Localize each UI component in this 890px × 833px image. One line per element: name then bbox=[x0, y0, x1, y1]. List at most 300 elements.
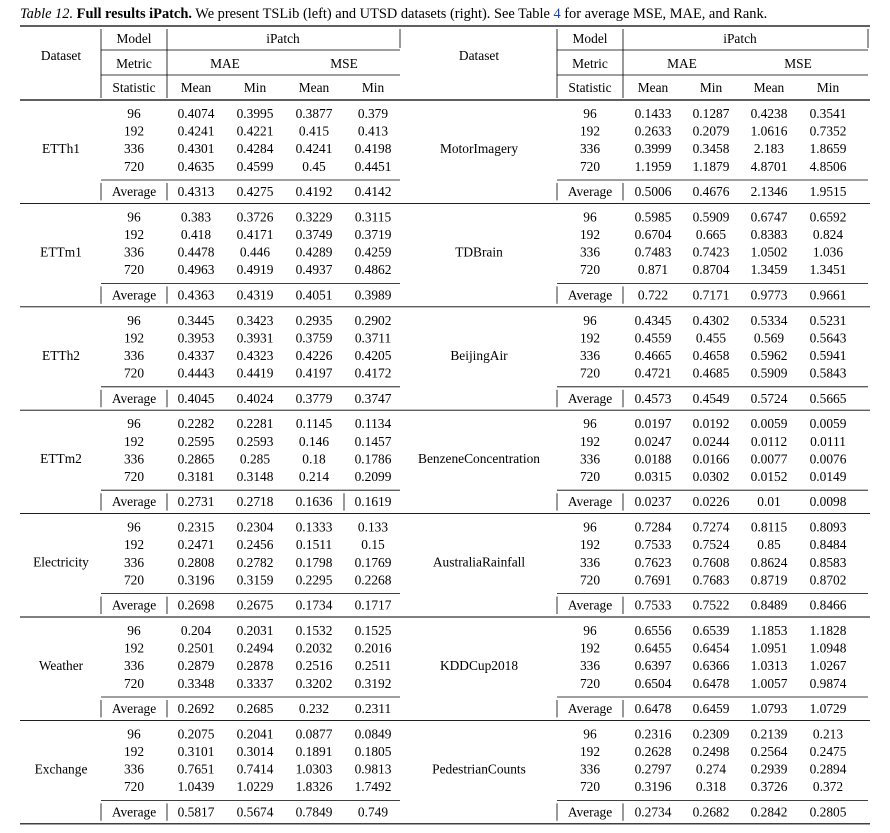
value-cell: 0.3115 bbox=[354, 209, 392, 225]
value-cell: 0.871 bbox=[637, 262, 669, 278]
value-cell: 0.3931 bbox=[236, 330, 274, 346]
value-cell: 0.2879 bbox=[177, 658, 215, 674]
value-cell: 0.418 bbox=[180, 227, 212, 242]
average-value: 0.3989 bbox=[354, 287, 392, 303]
metric-header: Metric bbox=[572, 56, 608, 71]
horizon-label: 720 bbox=[123, 158, 145, 174]
value-cell: 0.0192 bbox=[692, 416, 730, 432]
horizon-label: 720 bbox=[579, 469, 601, 484]
value-cell: 0.5643 bbox=[809, 330, 847, 346]
average-value: 0.5674 bbox=[236, 804, 274, 820]
value-cell: 1.0229 bbox=[236, 779, 274, 795]
average-value: 0.2698 bbox=[177, 597, 215, 613]
value-cell: 0.4337 bbox=[177, 348, 215, 363]
average-value: 0.4549 bbox=[692, 390, 730, 406]
value-cell: 0.4685 bbox=[692, 365, 730, 381]
value-cell: 0.4963 bbox=[177, 262, 215, 278]
value-cell: 0.4221 bbox=[236, 123, 274, 139]
horizon-label: 336 bbox=[123, 451, 145, 467]
value-cell: 0.4238 bbox=[750, 106, 788, 121]
value-cell: 1.0948 bbox=[809, 640, 847, 656]
value-cell: 0.0149 bbox=[809, 469, 847, 484]
horizon-label: 720 bbox=[123, 779, 145, 795]
value-cell: 0.4171 bbox=[236, 227, 274, 242]
table-reference-link[interactable]: 4 bbox=[553, 6, 561, 22]
horizon-label: 336 bbox=[579, 244, 601, 260]
average-label: Average bbox=[567, 597, 613, 613]
average-value: 0.4313 bbox=[177, 184, 215, 199]
value-cell: 0.2628 bbox=[634, 744, 672, 759]
value-cell: 1.0616 bbox=[750, 123, 788, 139]
value-cell: 1.8659 bbox=[809, 141, 847, 157]
average-value: 0.2734 bbox=[634, 804, 672, 820]
metric-header: Metric bbox=[116, 56, 152, 71]
value-cell: 0.5962 bbox=[750, 348, 788, 363]
dataset-name: TDBrain bbox=[455, 244, 503, 260]
value-cell: 0.1145 bbox=[295, 416, 333, 432]
horizon-label: 336 bbox=[123, 244, 145, 260]
mse-header: MSE bbox=[330, 56, 358, 71]
average-label: Average bbox=[567, 701, 613, 716]
average-value: 0.4275 bbox=[236, 184, 274, 199]
value-cell: 0.146 bbox=[298, 433, 330, 449]
value-cell: 0.6592 bbox=[809, 209, 847, 225]
value-cell: 0.2281 bbox=[236, 416, 274, 432]
value-cell: 0.3726 bbox=[750, 779, 788, 795]
value-cell: 0.2031 bbox=[236, 623, 274, 638]
average-value: 0.1734 bbox=[295, 597, 333, 613]
horizon-label: 336 bbox=[123, 141, 145, 157]
value-cell: 0.2041 bbox=[236, 726, 274, 742]
horizon-label: 336 bbox=[123, 554, 145, 570]
horizon-label: 96 bbox=[127, 519, 141, 535]
horizon-label: 96 bbox=[583, 623, 597, 638]
value-cell: 0.4284 bbox=[236, 141, 274, 157]
value-cell: 0.0244 bbox=[692, 433, 730, 449]
average-value: 0.232 bbox=[298, 701, 330, 716]
value-cell: 0.8383 bbox=[750, 227, 788, 242]
average-value: 0.5006 bbox=[634, 184, 672, 199]
horizon-label: 720 bbox=[123, 675, 145, 691]
value-cell: 0.2099 bbox=[354, 469, 392, 484]
value-cell: 2.183 bbox=[753, 141, 785, 157]
value-cell: 0.8115 bbox=[750, 519, 788, 535]
value-cell: 1.1959 bbox=[634, 158, 672, 174]
value-cell: 0.15 bbox=[361, 537, 385, 553]
value-cell: 0.2501 bbox=[177, 640, 215, 656]
average-value: 0.0226 bbox=[692, 494, 730, 510]
horizon-label: 96 bbox=[583, 519, 597, 535]
horizon-label: 96 bbox=[127, 416, 141, 432]
average-value: 0.4051 bbox=[295, 287, 333, 303]
value-cell: 0.4721 bbox=[634, 365, 672, 381]
value-cell: 0.214 bbox=[298, 469, 330, 484]
value-cell: 0.4635 bbox=[177, 158, 215, 174]
value-cell: 0.3749 bbox=[295, 227, 333, 242]
value-cell: 0.7608 bbox=[692, 554, 730, 570]
value-cell: 0.6397 bbox=[634, 658, 672, 674]
value-cell: 0.0152 bbox=[750, 469, 788, 484]
value-cell: 0.2902 bbox=[354, 312, 392, 328]
value-cell: 0.4301 bbox=[177, 141, 215, 157]
value-cell: 0.3719 bbox=[354, 227, 392, 242]
value-cell: 0.4197 bbox=[295, 365, 333, 381]
horizon-label: 336 bbox=[579, 451, 601, 467]
dataset-name: BenzeneConcentration bbox=[418, 451, 540, 467]
value-cell: 0.204 bbox=[180, 623, 212, 638]
dataset-name: MotorImagery bbox=[439, 141, 519, 156]
value-cell: 0.2498 bbox=[692, 744, 730, 759]
model-header: Model bbox=[116, 31, 152, 46]
value-cell: 0.3445 bbox=[177, 312, 215, 328]
value-cell: 0.6478 bbox=[692, 675, 730, 691]
value-cell: 0.2079 bbox=[692, 123, 730, 139]
average-value: 0.2718 bbox=[236, 494, 274, 510]
value-cell: 0.2939 bbox=[750, 761, 788, 777]
dataset-name: ETTm1 bbox=[40, 244, 82, 260]
value-cell: 0.85 bbox=[757, 537, 781, 553]
average-label: Average bbox=[111, 287, 157, 303]
value-cell: 0.8624 bbox=[750, 554, 788, 570]
value-cell: 1.3459 bbox=[750, 262, 788, 278]
value-cell: 0.1769 bbox=[354, 554, 392, 570]
value-cell: 0.4478 bbox=[177, 244, 215, 260]
mean-header: Mean bbox=[298, 80, 330, 95]
value-cell: 0.8583 bbox=[809, 554, 847, 570]
horizon-label: 720 bbox=[579, 572, 601, 588]
value-cell: 0.5909 bbox=[692, 209, 730, 225]
horizon-label: 720 bbox=[123, 469, 145, 484]
value-cell: 0.1891 bbox=[295, 744, 333, 759]
value-cell: 0.3202 bbox=[295, 675, 333, 691]
value-cell: 0.7524 bbox=[692, 537, 730, 553]
average-value: 0.2731 bbox=[177, 494, 215, 510]
value-cell: 0.3229 bbox=[295, 209, 333, 225]
min-header: Min bbox=[243, 80, 267, 95]
horizon-label: 96 bbox=[583, 726, 597, 742]
value-cell: 0.7284 bbox=[634, 519, 672, 535]
value-cell: 0.7414 bbox=[236, 761, 274, 777]
value-cell: 0.3348 bbox=[177, 675, 215, 691]
value-cell: 0.569 bbox=[753, 330, 785, 346]
value-cell: 0.0059 bbox=[750, 416, 788, 432]
horizon-label: 192 bbox=[123, 123, 145, 139]
value-cell: 0.0849 bbox=[354, 726, 392, 742]
average-label: Average bbox=[567, 287, 613, 303]
horizon-label: 192 bbox=[579, 227, 601, 242]
horizon-label: 192 bbox=[123, 330, 145, 346]
dataset-name: ETTh2 bbox=[42, 347, 80, 363]
value-cell: 0.3999 bbox=[634, 141, 672, 157]
value-cell: 1.0267 bbox=[809, 658, 847, 674]
dataset-name: ETTh1 bbox=[42, 141, 80, 156]
value-cell: 0.4919 bbox=[236, 262, 274, 278]
statistic-header: Statistic bbox=[112, 80, 156, 95]
value-cell: 0.1134 bbox=[354, 416, 392, 432]
value-cell: 0.2516 bbox=[295, 658, 333, 674]
value-cell: 0.8719 bbox=[750, 572, 788, 588]
dataset-name: PedestrianCounts bbox=[432, 761, 526, 777]
horizon-label: 336 bbox=[579, 348, 601, 363]
value-cell: 0.446 bbox=[239, 244, 271, 260]
value-cell: 0.3192 bbox=[354, 675, 392, 691]
horizon-label: 96 bbox=[583, 416, 597, 432]
value-cell: 0.3711 bbox=[354, 330, 392, 346]
value-cell: 0.3337 bbox=[236, 675, 274, 691]
value-cell: 0.4226 bbox=[295, 348, 333, 363]
value-cell: 0.45 bbox=[302, 158, 326, 174]
value-cell: 0.2878 bbox=[236, 658, 274, 674]
model-name: iPatch bbox=[266, 31, 300, 46]
min-header: Min bbox=[816, 80, 840, 95]
average-value: 0.9661 bbox=[809, 287, 847, 303]
average-value: 0.5665 bbox=[809, 390, 847, 406]
value-cell: 1.0439 bbox=[177, 779, 215, 795]
value-cell: 0.5843 bbox=[809, 365, 847, 381]
average-label: Average bbox=[111, 390, 157, 406]
dataset-name: KDDCup2018 bbox=[439, 658, 519, 673]
value-cell: 0.7623 bbox=[634, 554, 672, 570]
value-cell: 0.1457 bbox=[354, 433, 392, 449]
horizon-label: 720 bbox=[579, 158, 601, 174]
value-cell: 0.3423 bbox=[236, 312, 274, 328]
value-cell: 0.4259 bbox=[354, 244, 392, 260]
average-value: 0.6478 bbox=[634, 701, 672, 716]
average-label: Average bbox=[567, 494, 613, 510]
average-value: 1.0729 bbox=[809, 701, 847, 716]
value-cell: 0.4302 bbox=[692, 312, 730, 328]
value-cell: 0.2268 bbox=[354, 572, 392, 588]
value-cell: 0.318 bbox=[695, 779, 727, 795]
horizon-label: 192 bbox=[579, 537, 601, 553]
value-cell: 0.4241 bbox=[295, 141, 333, 157]
horizon-label: 336 bbox=[123, 348, 145, 363]
value-cell: 0.4345 bbox=[634, 312, 672, 328]
value-cell: 0.2894 bbox=[809, 761, 847, 777]
caption-title: Full results iPatch. bbox=[76, 6, 192, 22]
value-cell: 0.1525 bbox=[354, 623, 392, 638]
average-value: 0.1619 bbox=[354, 494, 392, 510]
value-cell: 0.2471 bbox=[177, 537, 215, 553]
value-cell: 0.665 bbox=[695, 227, 727, 242]
horizon-label: 192 bbox=[579, 744, 601, 759]
average-value: 2.1346 bbox=[750, 184, 788, 199]
dataset-header: Dataset bbox=[458, 48, 500, 63]
value-cell: 0.6455 bbox=[634, 640, 672, 656]
value-cell: 1.1828 bbox=[809, 623, 847, 638]
value-cell: 0.2511 bbox=[354, 658, 392, 674]
horizon-label: 336 bbox=[123, 761, 145, 777]
value-cell: 0.7423 bbox=[692, 244, 730, 260]
average-value: 0.7171 bbox=[692, 287, 730, 303]
horizon-label: 96 bbox=[127, 623, 141, 638]
value-cell: 0.2315 bbox=[177, 519, 215, 535]
value-cell: 0.2016 bbox=[354, 640, 392, 656]
value-cell: 0.2564 bbox=[750, 744, 788, 759]
value-cell: 0.0059 bbox=[809, 416, 847, 432]
value-cell: 0.2295 bbox=[295, 572, 333, 588]
dataset-name: Exchange bbox=[34, 761, 88, 777]
average-value: 1.0793 bbox=[750, 701, 788, 716]
average-value: 0.4573 bbox=[634, 390, 672, 406]
value-cell: 0.133 bbox=[357, 519, 389, 535]
value-cell: 0.0315 bbox=[634, 469, 672, 484]
value-cell: 4.8701 bbox=[750, 158, 788, 174]
horizon-label: 336 bbox=[123, 658, 145, 674]
average-value: 0.6459 bbox=[692, 701, 730, 716]
value-cell: 0.4559 bbox=[634, 330, 672, 346]
horizon-label: 192 bbox=[123, 537, 145, 553]
value-cell: 0.3014 bbox=[236, 744, 274, 759]
value-cell: 0.372 bbox=[812, 779, 844, 795]
value-cell: 0.3541 bbox=[809, 106, 847, 121]
horizon-label: 96 bbox=[583, 106, 597, 121]
value-cell: 0.2782 bbox=[236, 554, 274, 570]
horizon-label: 192 bbox=[123, 744, 145, 759]
value-cell: 0.5985 bbox=[634, 209, 672, 225]
value-cell: 0.3877 bbox=[295, 106, 333, 121]
dataset-name: Weather bbox=[38, 658, 84, 673]
value-cell: 1.036 bbox=[812, 244, 844, 260]
value-cell: 0.5334 bbox=[750, 312, 788, 328]
value-cell: 0.4241 bbox=[177, 123, 215, 139]
value-cell: 4.8506 bbox=[809, 158, 847, 174]
value-cell: 0.0077 bbox=[750, 451, 788, 467]
value-cell: 0.9813 bbox=[354, 761, 392, 777]
value-cell: 0.2808 bbox=[177, 554, 215, 570]
horizon-label: 336 bbox=[579, 554, 601, 570]
average-label: Average bbox=[111, 597, 157, 613]
value-cell: 0.7691 bbox=[634, 572, 672, 588]
average-value: 0.1717 bbox=[354, 597, 392, 613]
average-value: 0.4024 bbox=[236, 390, 274, 406]
horizon-label: 192 bbox=[579, 640, 601, 656]
value-cell: 0.4658 bbox=[692, 348, 730, 363]
average-label: Average bbox=[111, 701, 157, 716]
value-cell: 0.3458 bbox=[692, 141, 730, 157]
average-value: 0.7849 bbox=[295, 804, 333, 820]
value-cell: 0.1805 bbox=[354, 744, 392, 759]
average-value: 0.2682 bbox=[692, 804, 730, 820]
horizon-label: 720 bbox=[579, 779, 601, 795]
model-header: Model bbox=[572, 31, 608, 46]
dataset-name: ETTm2 bbox=[40, 451, 82, 467]
horizon-label: 720 bbox=[579, 675, 601, 691]
value-cell: 0.379 bbox=[357, 106, 389, 121]
value-cell: 1.7492 bbox=[354, 779, 392, 795]
value-cell: 0.2316 bbox=[634, 726, 672, 742]
value-cell: 1.0502 bbox=[750, 244, 788, 260]
value-cell: 1.0313 bbox=[750, 658, 788, 674]
value-cell: 0.0877 bbox=[295, 726, 333, 742]
average-value: 0.0098 bbox=[809, 494, 847, 510]
horizon-label: 336 bbox=[579, 658, 601, 674]
value-cell: 0.4074 bbox=[177, 106, 215, 121]
value-cell: 0.2075 bbox=[177, 726, 215, 742]
value-cell: 0.5231 bbox=[809, 312, 847, 328]
mean-header: Mean bbox=[180, 80, 212, 95]
average-value: 0.9773 bbox=[750, 287, 788, 303]
average-value: 0.4142 bbox=[354, 184, 392, 199]
average-value: 0.0237 bbox=[634, 494, 672, 510]
value-cell: 0.0197 bbox=[634, 416, 672, 432]
value-cell: 0.8093 bbox=[809, 519, 847, 535]
average-label: Average bbox=[111, 494, 157, 510]
average-value: 0.8466 bbox=[809, 597, 847, 613]
value-cell: 0.4172 bbox=[354, 365, 392, 381]
value-cell: 0.2032 bbox=[295, 640, 333, 656]
value-cell: 0.4937 bbox=[295, 262, 333, 278]
value-cell: 0.5909 bbox=[750, 365, 788, 381]
value-cell: 0.2595 bbox=[177, 433, 215, 449]
dataset-name: AustraliaRainfall bbox=[432, 554, 526, 570]
value-cell: 0.7483 bbox=[634, 244, 672, 260]
value-cell: 0.4665 bbox=[634, 348, 672, 363]
horizon-label: 192 bbox=[579, 330, 601, 346]
caption-text: We present TSLib (left) and UTSD datasets (right). See Table bbox=[195, 6, 550, 22]
average-value: 0.01 bbox=[757, 494, 781, 510]
value-cell: 0.2865 bbox=[177, 451, 215, 467]
caption-text-end: for average MSE, MAE, and Rank. bbox=[564, 6, 768, 22]
value-cell: 0.7683 bbox=[692, 572, 730, 588]
value-cell: 0.3101 bbox=[177, 744, 215, 759]
value-cell: 0.7274 bbox=[692, 519, 730, 535]
value-cell: 0.1287 bbox=[692, 106, 730, 121]
value-cell: 1.1853 bbox=[750, 623, 788, 638]
value-cell: 0.4198 bbox=[354, 141, 392, 157]
value-cell: 0.2139 bbox=[750, 726, 788, 742]
average-value: 0.2692 bbox=[177, 701, 215, 716]
value-cell: 0.0112 bbox=[750, 433, 788, 449]
value-cell: 0.7533 bbox=[634, 537, 672, 553]
value-cell: 0.4443 bbox=[177, 365, 215, 381]
average-value: 0.4045 bbox=[177, 390, 215, 406]
average-value: 0.7522 bbox=[692, 597, 730, 613]
value-cell: 0.213 bbox=[812, 726, 844, 742]
value-cell: 0.1333 bbox=[295, 519, 333, 535]
mae-header: MAE bbox=[210, 56, 240, 71]
value-cell: 0.415 bbox=[298, 123, 330, 139]
value-cell: 0.1786 bbox=[354, 451, 392, 467]
average-value: 0.2805 bbox=[809, 804, 847, 820]
value-cell: 0.2633 bbox=[634, 123, 672, 139]
value-cell: 0.2593 bbox=[236, 433, 274, 449]
value-cell: 1.0303 bbox=[295, 761, 333, 777]
horizon-label: 192 bbox=[123, 640, 145, 656]
average-value: 0.5724 bbox=[750, 390, 788, 406]
value-cell: 1.3451 bbox=[809, 262, 847, 278]
value-cell: 1.0951 bbox=[750, 640, 788, 656]
value-cell: 0.383 bbox=[180, 209, 212, 225]
horizon-label: 96 bbox=[127, 726, 141, 742]
value-cell: 0.2456 bbox=[236, 537, 274, 553]
value-cell: 0.7651 bbox=[177, 761, 215, 777]
horizon-label: 192 bbox=[123, 433, 145, 449]
value-cell: 0.4419 bbox=[236, 365, 274, 381]
value-cell: 0.6539 bbox=[692, 623, 730, 638]
value-cell: 0.2475 bbox=[809, 744, 847, 759]
average-label: Average bbox=[111, 184, 157, 199]
horizon-label: 96 bbox=[583, 312, 597, 328]
horizon-label: 720 bbox=[123, 572, 145, 588]
value-cell: 0.0247 bbox=[634, 433, 672, 449]
value-cell: 0.7352 bbox=[809, 123, 847, 139]
value-cell: 0.3196 bbox=[634, 779, 672, 795]
dataset-name: BeijingAir bbox=[450, 347, 508, 363]
value-cell: 0.413 bbox=[357, 123, 389, 139]
average-label: Average bbox=[567, 804, 613, 820]
average-value: 0.3779 bbox=[295, 390, 333, 406]
